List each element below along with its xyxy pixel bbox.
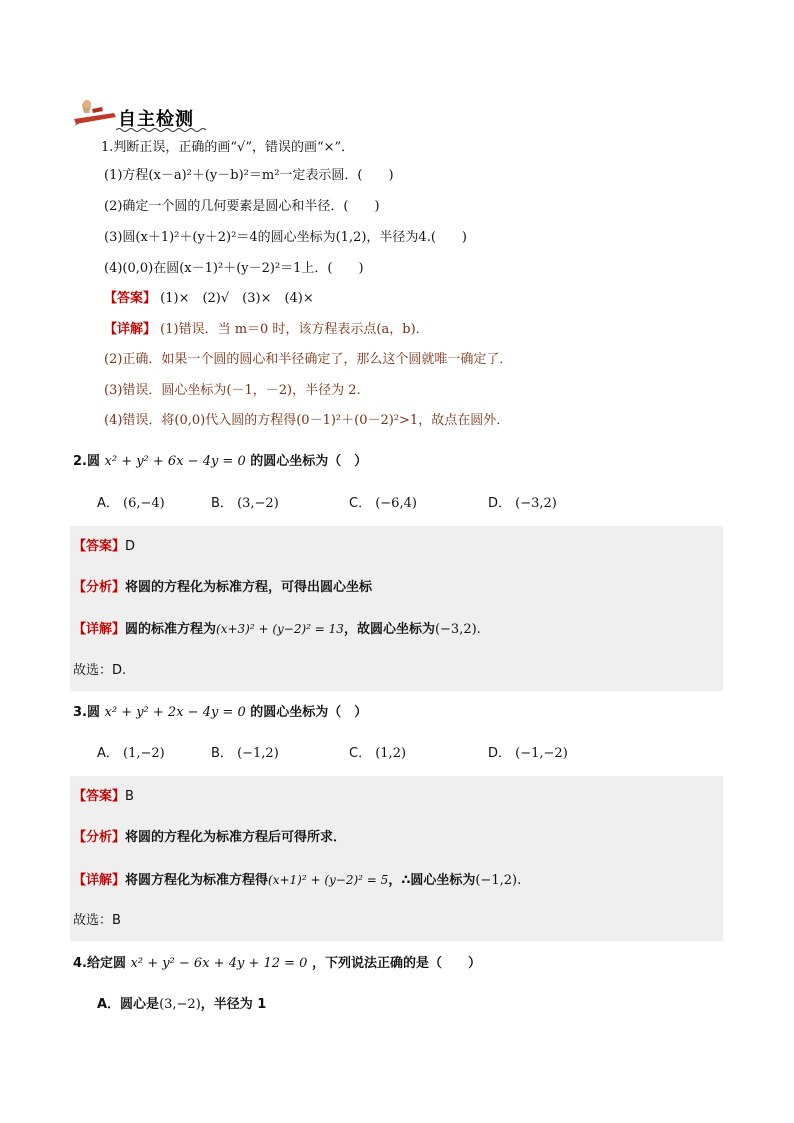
option-label: A．圆心是 bbox=[97, 997, 160, 1012]
q3-stem bbox=[73, 704, 367, 722]
option-value: (−1,2) bbox=[237, 746, 279, 761]
q4-stem-suffix: ，下列说法正确的是（ ） bbox=[311, 956, 481, 971]
option-value: (1,−2) bbox=[123, 746, 165, 761]
q3-analysis-row bbox=[73, 829, 346, 847]
q2-option-b bbox=[211, 495, 279, 513]
option-value: (−3,2) bbox=[515, 496, 557, 511]
option-label: A． bbox=[97, 496, 119, 511]
q1-detail-4: (4)错误．将(0,0)代入圆的方程得(0－1)²＋(0－2)²>1，故点在圆外． bbox=[104, 413, 510, 428]
q4-stem-prefix: 4.给定圆 bbox=[73, 956, 126, 971]
detail-mid: ，∴圆心坐标为 bbox=[388, 873, 476, 888]
q1-detail-2: (2)正确．如果一个圆的圆心和半径确定了，那么这个圆就唯一确定了． bbox=[104, 352, 513, 367]
q3-answer-row bbox=[73, 788, 134, 806]
q3-detail-row bbox=[73, 871, 521, 890]
q2-option-a bbox=[97, 495, 165, 513]
pencil-logo-icon bbox=[72, 97, 118, 129]
analysis-text: 将圆的方程化为标准方程，可得出圆心坐标 bbox=[125, 580, 373, 595]
q1-item-3: (3)圆(x＋1)²＋(y＋2)²＝4的圆心坐标为(1,2)，半径为4.( ) bbox=[104, 230, 467, 245]
answer-label: 【答案】 bbox=[73, 539, 126, 554]
q1-detail-row bbox=[104, 321, 429, 339]
option-label: C． bbox=[349, 746, 372, 761]
detail-equation: (x+1)² + (y−2)² = 5 bbox=[268, 873, 389, 887]
option-label: C． bbox=[349, 496, 372, 511]
q2-choose: 故选：D. bbox=[73, 663, 127, 678]
analysis-label: 【分析】 bbox=[73, 830, 126, 845]
detail-label: 【详解】 bbox=[104, 322, 157, 337]
q1-item-4: (4)(0,0)在圆(x－1)²＋(y－2)²＝1上．( ) bbox=[104, 261, 364, 276]
answer-text: D bbox=[125, 539, 136, 554]
wavy-underline bbox=[116, 127, 208, 133]
detail-mid: ，故圆心坐标为 bbox=[343, 622, 435, 637]
detail-prefix: 圆的标准方程为 bbox=[125, 622, 217, 637]
q2-stem bbox=[73, 453, 367, 471]
q3-stem-prefix: 3.圆 bbox=[73, 705, 100, 720]
analysis-label: 【分析】 bbox=[73, 580, 126, 595]
detail-prefix: 将圆方程化为标准方程得 bbox=[125, 873, 269, 888]
option-value: (6,−4) bbox=[123, 496, 165, 511]
answer-text: B bbox=[125, 789, 134, 804]
section-header bbox=[72, 97, 232, 131]
detail-label: 【详解】 bbox=[73, 873, 126, 888]
q1-stem: 1.判断正误，正确的画“√”，错误的画“×”． bbox=[101, 140, 355, 155]
option-suffix: ，半径为 1 bbox=[200, 997, 267, 1012]
option-value: (−6,4) bbox=[375, 496, 417, 511]
detail-text: (1)错误．当 m＝0 时，该方程表示点(a，b)． bbox=[160, 322, 429, 337]
q3-option-b bbox=[211, 745, 279, 763]
q4-stem-equation: x² + y² − 6x + 4y + 12 = 0 bbox=[130, 956, 308, 971]
option-value: (1,2) bbox=[375, 746, 407, 761]
q2-option-c bbox=[349, 495, 417, 513]
detail-label: 【详解】 bbox=[73, 622, 126, 637]
q3-solution-box bbox=[70, 776, 723, 941]
q2-detail-row bbox=[73, 620, 481, 639]
option-label: D． bbox=[488, 746, 512, 761]
q2-stem-equation: x² + y² + 6x − 4y = 0 bbox=[104, 454, 246, 469]
q3-stem-suffix: 的圆心坐标为（ ） bbox=[250, 705, 368, 720]
q4-stem bbox=[73, 955, 481, 973]
q3-option-a bbox=[97, 745, 165, 763]
answer-label: 【答案】 bbox=[104, 291, 157, 306]
q2-stem-suffix: 的圆心坐标为（ ） bbox=[250, 454, 368, 469]
q2-analysis-row bbox=[73, 579, 372, 597]
q2-stem-prefix: 2.圆 bbox=[73, 454, 100, 469]
analysis-text: 将圆的方程化为标准方程后可得所求． bbox=[125, 830, 347, 845]
detail-equation: (x+3)² + (y−2)² = 13 bbox=[216, 622, 344, 636]
q1-detail-3: (3)错误．圆心坐标为(－1，－2)，半径为 2. bbox=[104, 383, 361, 398]
q3-option-d bbox=[488, 745, 568, 763]
option-label: B． bbox=[211, 746, 233, 761]
q1-item-1: (1)方程(x－a)²＋(y－b)²＝m²一定表示圆．( ) bbox=[104, 168, 394, 183]
option-label: B． bbox=[211, 496, 233, 511]
option-label: D． bbox=[488, 496, 512, 511]
q2-answer-row bbox=[73, 538, 135, 556]
q1-item-2: (2)确定一个圆的几何要素是圆心和半径．( ) bbox=[104, 199, 380, 214]
q2-option-d bbox=[488, 495, 557, 513]
section-title: 自主检测 bbox=[118, 109, 194, 130]
detail-point: (−3,2). bbox=[434, 622, 481, 637]
q3-stem-equation: x² + y² + 2x − 4y = 0 bbox=[104, 705, 246, 720]
answer-text: (1)× (2)√ (3)× (4)× bbox=[160, 291, 314, 306]
option-value: (3,−2) bbox=[237, 496, 279, 511]
answer-label: 【答案】 bbox=[73, 789, 126, 804]
option-value: (−1,−2) bbox=[515, 746, 568, 761]
option-point: (3,−2) bbox=[159, 997, 201, 1012]
q2-solution-box bbox=[70, 526, 723, 691]
q1-answer-row bbox=[104, 290, 314, 308]
detail-point: (−1,2). bbox=[475, 873, 522, 888]
q3-option-c bbox=[349, 745, 406, 763]
option-label: A． bbox=[97, 746, 119, 761]
q3-choose: 故选：B bbox=[73, 913, 121, 928]
q4-option-a bbox=[97, 996, 266, 1014]
